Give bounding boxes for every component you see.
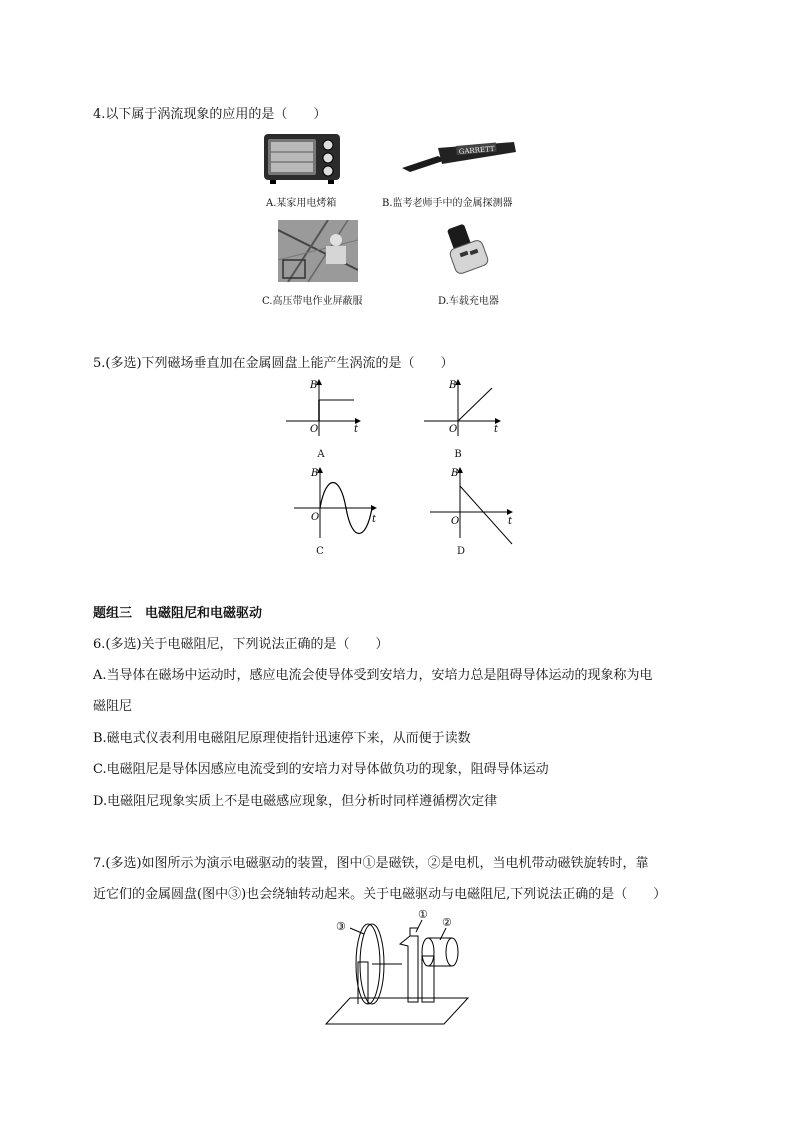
label-disc: ③ bbox=[336, 920, 346, 933]
graph-a-label: A bbox=[317, 449, 325, 460]
electromagnetic-drive-diagram bbox=[322, 906, 472, 1028]
q6-option-c: C.电磁阻尼是导体因感应电流受到的安培力对导体做负功的现象，阻碍导体运动 bbox=[93, 762, 549, 777]
q4-option-b-caption: B.监考老师手中的金属探测器 bbox=[382, 198, 513, 209]
graph-b-label: B bbox=[454, 449, 462, 460]
q4-option-c-caption: C.高压带电作业屏蔽服 bbox=[262, 296, 363, 307]
graph-d-origin: O bbox=[451, 516, 460, 527]
car-charger-photo bbox=[436, 222, 496, 278]
graph-b-x-label: t bbox=[494, 424, 499, 435]
q6-stem: 6.(多选)关于电磁阻尼，下列说法正确的是（ ） bbox=[93, 637, 389, 652]
graph-c bbox=[290, 464, 380, 540]
q6-option-d: D.电磁阻尼现象实质上不是电磁感应现象，但分析时同样遵循楞次定律 bbox=[93, 794, 498, 809]
graph-a bbox=[282, 376, 366, 438]
q6-option-b: B.磁电式仪表利用电磁阻尼原理使指针迅速停下来，从而便于读数 bbox=[93, 731, 471, 746]
label-magnet: ① bbox=[418, 908, 428, 921]
graph-b-origin: O bbox=[449, 424, 458, 435]
metal-detector-photo bbox=[398, 138, 520, 178]
graph-c-x-label: t bbox=[372, 514, 377, 525]
graph-c-y-label: B bbox=[311, 468, 319, 479]
q7-line2: 近它们的金属圆盘(图中③)也会绕轴转动起来。关于电磁驱动与电磁阻尼,下列说法正确的是（ ） bbox=[93, 887, 667, 902]
graph-d-y-label: B bbox=[451, 468, 459, 479]
q5-stem: 5.(多选)下列磁场垂直加在金属圆盘上能产生涡流的是（ ） bbox=[93, 356, 454, 371]
graph-d-label: D bbox=[456, 546, 466, 557]
graph-b bbox=[420, 376, 506, 438]
graph-c-label: C bbox=[316, 546, 324, 557]
shielding-suit-photo bbox=[278, 220, 358, 282]
q4-stem: 4.以下属于涡流现象的应用的是（ ） bbox=[93, 107, 327, 122]
section-3-heading: 题组三 电磁阻尼和电磁驱动 bbox=[93, 606, 263, 621]
graph-b-y-label: B bbox=[449, 380, 457, 391]
q4-option-d-caption: D.车载充电器 bbox=[438, 296, 499, 307]
q4-option-a-caption: A.某家用电烤箱 bbox=[266, 198, 337, 209]
q6-option-a-line2: 磁阻尼 bbox=[93, 699, 133, 714]
graph-a-y-label: B bbox=[310, 380, 318, 391]
detector-brand-text: GARRETT bbox=[458, 144, 495, 156]
q7-line1: 7.(多选)如图所示为演示电磁驱动的装置，图中①是磁铁，②是电机，当电机带动磁铁旋转时，靠 bbox=[93, 856, 649, 871]
label-motor: ② bbox=[442, 916, 452, 929]
graph-a-x-label: t bbox=[354, 424, 359, 435]
graph-c-origin: O bbox=[311, 512, 320, 523]
graph-d-x-label: t bbox=[508, 516, 513, 527]
q6-option-a-line1: A.当导体在磁场中运动时，感应电流会使导体受到安培力，安培力总是阻碍导体运动的现象称为电 bbox=[93, 668, 653, 683]
electric-oven-photo bbox=[262, 128, 344, 186]
graph-d bbox=[426, 464, 518, 548]
graph-a-origin: O bbox=[310, 424, 319, 435]
